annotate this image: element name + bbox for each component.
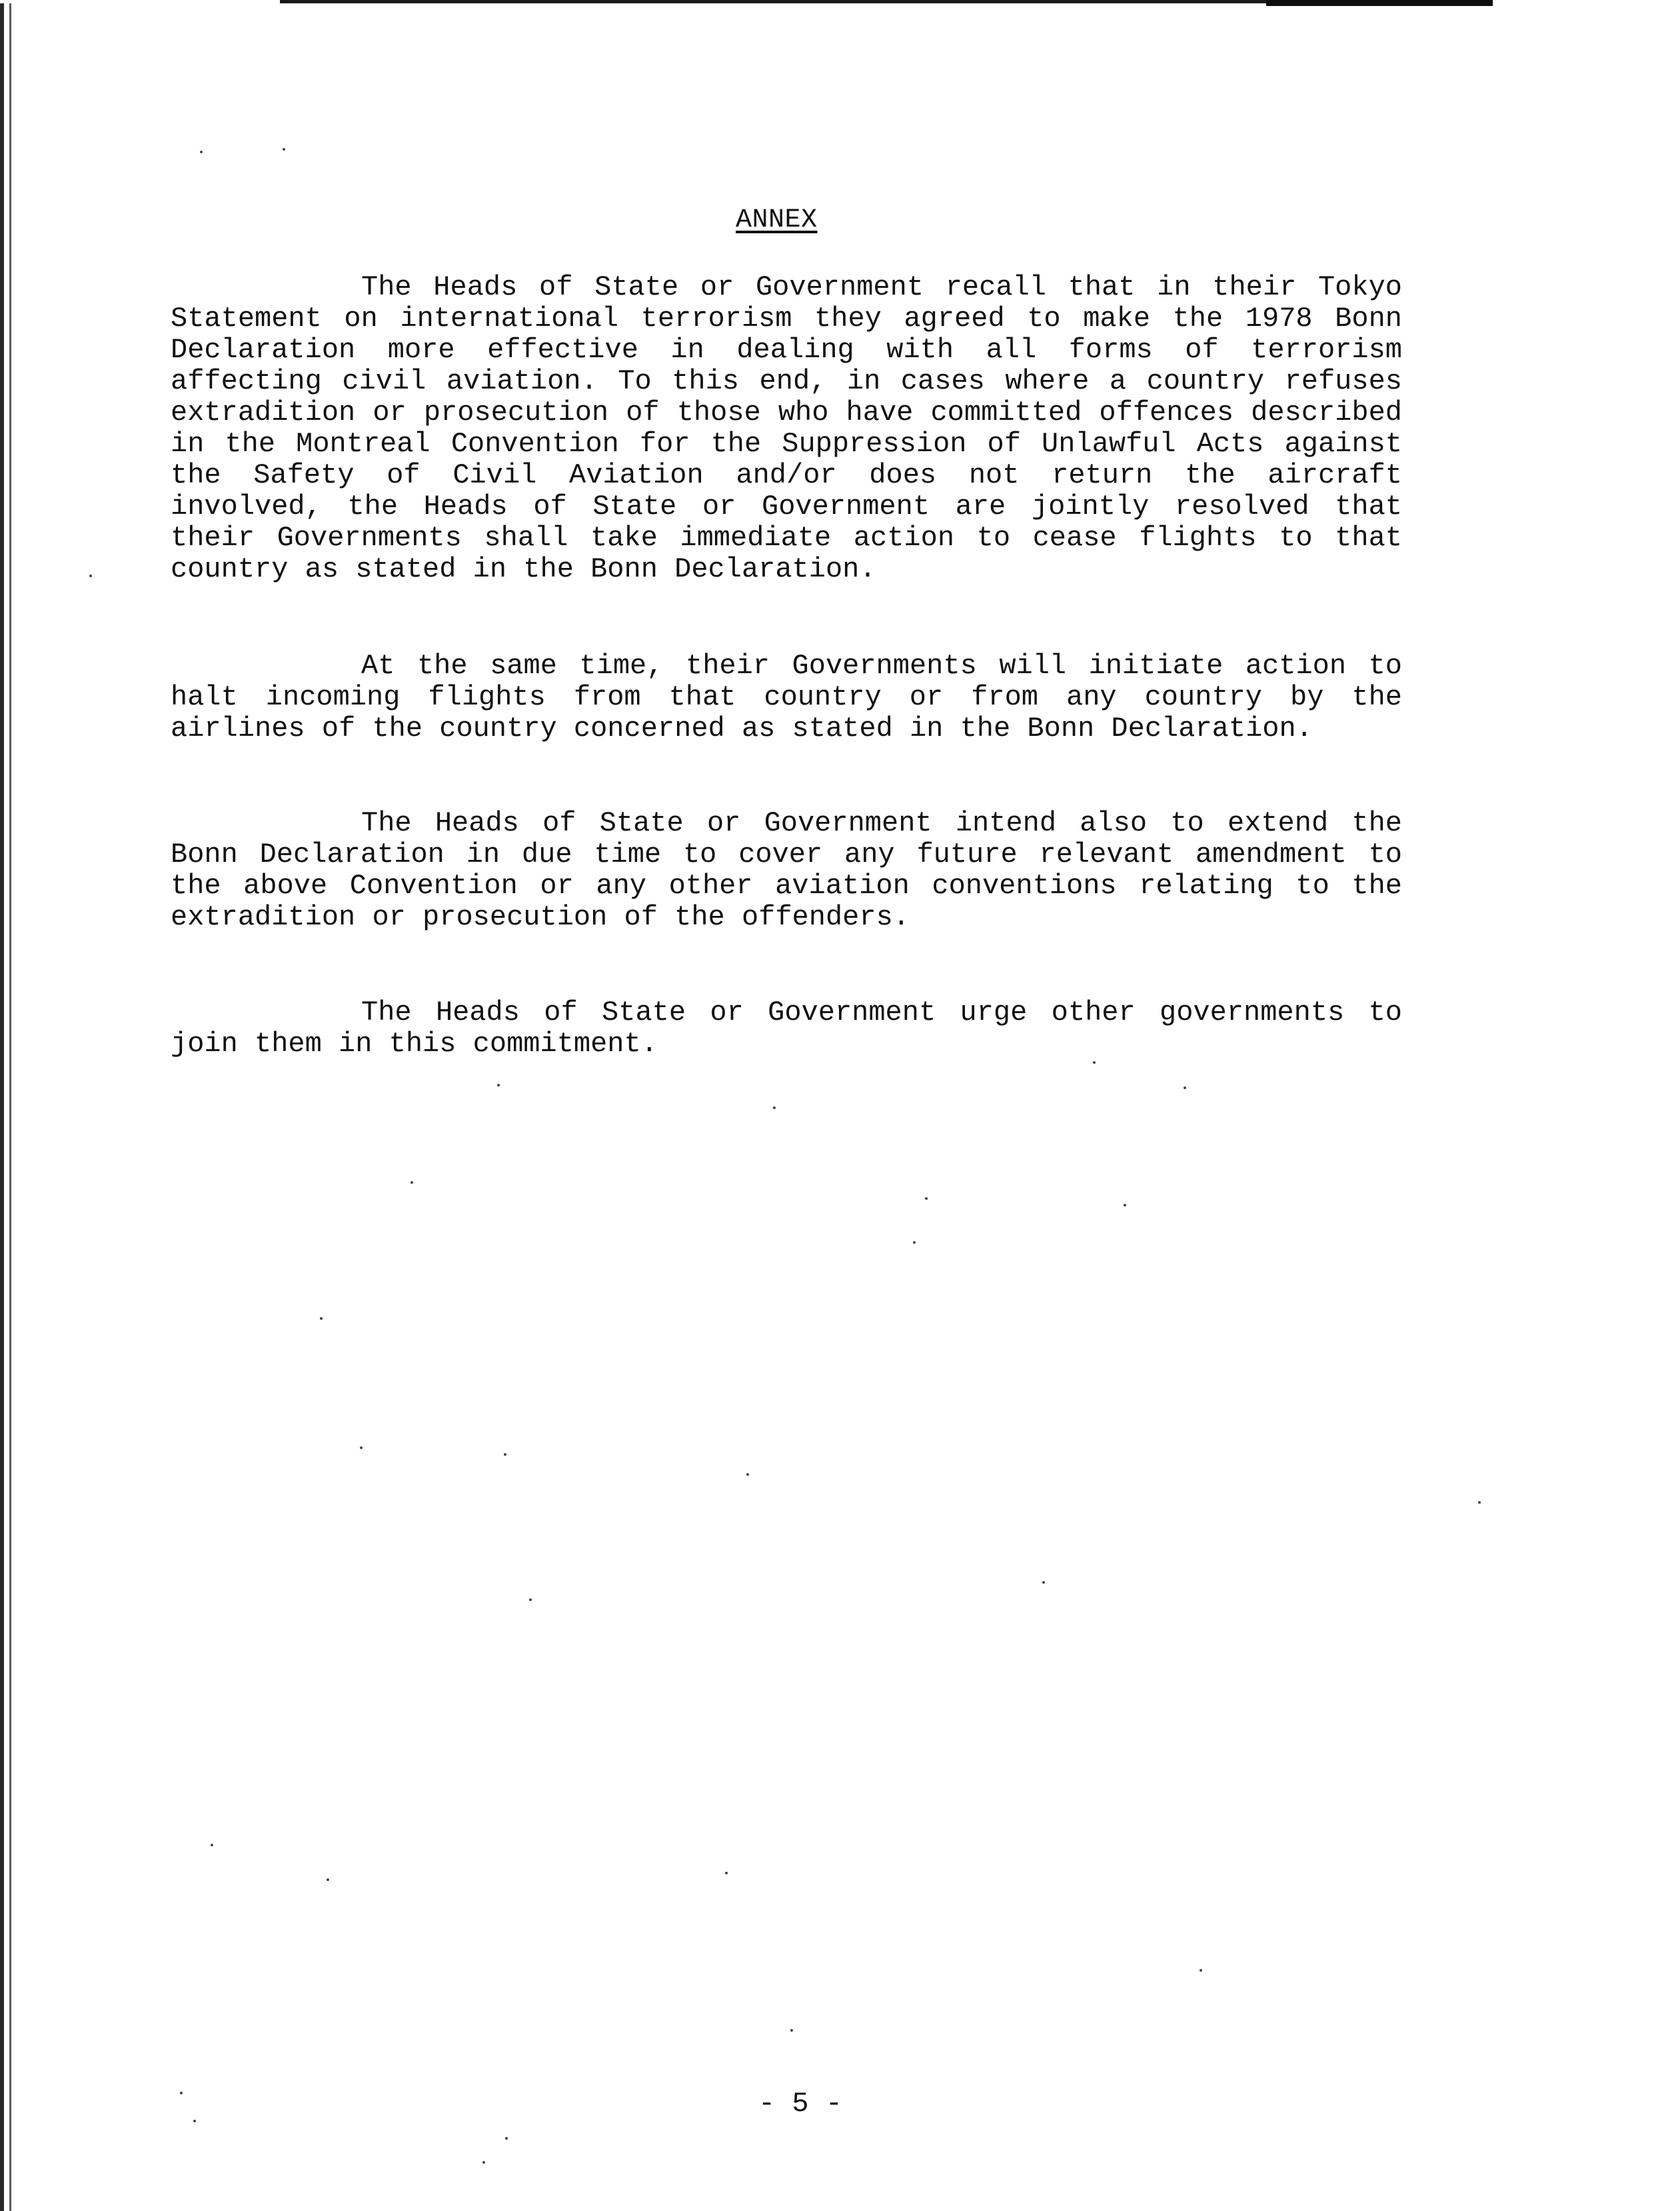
paragraph-4: The Heads of State or Government urge other governments to join them in this commitment. (171, 997, 1402, 1060)
scan-speck (411, 1181, 413, 1184)
scan-speck (320, 1317, 323, 1320)
scan-speck (529, 1598, 532, 1601)
scan-speck (283, 148, 285, 151)
scan-speck (746, 1473, 749, 1476)
scan-speck (193, 2120, 196, 2122)
scan-top-border (280, 0, 1439, 3)
scan-speck (211, 1844, 213, 1846)
scan-speck (725, 1872, 728, 1874)
scan-speck (360, 1446, 363, 1449)
scan-speck (790, 2029, 793, 2032)
annex-title: ANNEX (736, 205, 818, 235)
scan-speck (89, 575, 92, 577)
scan-speck (1093, 1061, 1096, 1064)
scan-speck (200, 151, 203, 153)
scan-speck (327, 1878, 329, 1881)
scan-speck (505, 2137, 508, 2140)
page-number: - 5 - (758, 2088, 843, 2120)
scan-speck (773, 1106, 776, 1109)
scan-speck (497, 1084, 500, 1087)
scan-speck (925, 1197, 928, 1200)
paragraph-2: At the same time, their Governments will initiate action to halt incoming flights from that country or from any country by the airlines of the country concerned as stated in the Bonn Declaration. (171, 650, 1402, 745)
scan-speck (1042, 1581, 1045, 1584)
scan-top-border-thick (1266, 0, 1493, 6)
scan-speck (504, 1453, 506, 1456)
paragraph-3: The Heads of State or Government intend also to extend the Bonn Declaration in due time to cover any future relevant amendment to the above Convention or any other aviation conventions relating to the extradition or prosecution of the offenders. (171, 807, 1402, 933)
scan-speck (1478, 1501, 1481, 1504)
scan-speck (1184, 1087, 1186, 1089)
scan-left-border (0, 0, 4, 2211)
paragraph-1: The Heads of State or Government recall that in their Tokyo Statement on international terrorism they agreed to make the 1978 Bonn Declaration more effective in dealing with all forms of terrorism affecting civil aviation. To this end, in cases where a country refuses extradition or prosecution of those who have committed offences described in the Montreal Convention for the Suppression of Unlawful Acts against the Safety of Civil Aviation and/or does not return the aircraft involved, the Heads of State or Government are jointly resolved that their Governments shall take immediate action to cease flights to that country as stated in the Bonn Declaration. (171, 271, 1402, 585)
scan-speck (482, 2161, 485, 2164)
scan-speck (180, 2092, 183, 2094)
scan-left-border-inner (9, 0, 11, 2211)
scan-speck (1200, 1969, 1202, 1972)
scan-speck (913, 1241, 916, 1244)
scan-speck (1124, 1204, 1126, 1206)
